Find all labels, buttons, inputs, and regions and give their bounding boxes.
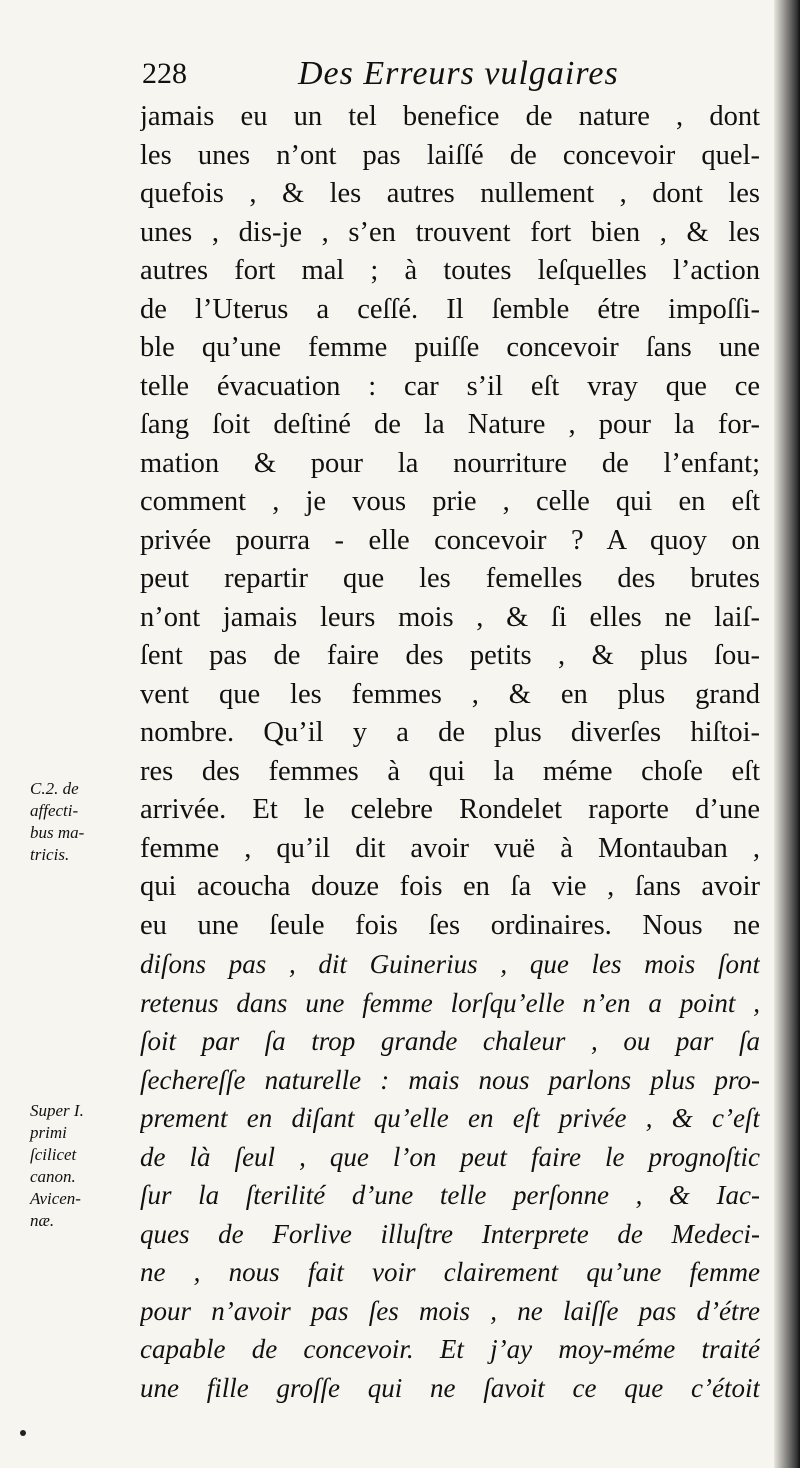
text-line: ſur la ſterilité d’une telle perſonne , & Iac- [140,1180,760,1210]
text-line: arrivée. Et le celebre Rondelet raporte d’une [140,794,760,825]
margin-note-line: canon. [30,1167,76,1186]
text-line: comment , je vous prie , celle qui en eſt [140,486,760,517]
text-line: ſent pas de faire des petits , & plus ſou- [140,640,760,671]
body-text [140,98,760,1407]
text-line: ble qu’une femme puiſſe concevoir ſans une [140,332,760,363]
text-line: qui acoucha douze fois en ſa vie , ſans avoir [140,871,760,902]
text-line: de l’Uterus a ceſſé. Il ſemble étre impoſſi- [140,293,760,325]
margin-note-line: affecti- [30,801,79,820]
text-line: peut repartir que les femelles des brutes [140,563,760,594]
margin-note-line: tricis. [30,845,70,864]
text-line: res des femmes à qui la méme choſe eſt [140,755,760,787]
text-line: ne , nous fait voir clairement qu’une femme [140,1257,760,1287]
text-line: femme , qu’il dit avoir vuë à Montauban , [140,832,760,864]
margin-note-line: primi [30,1123,67,1142]
text-line: capable de concevoir. Et j’ay moy-méme traité [140,1334,760,1364]
margin-note-line: Avicen- [30,1189,81,1208]
margin-note-line: ſcilicet [30,1145,77,1164]
ink-speck [20,1430,26,1436]
text-line: nombre. Qu’il y a de plus diverſes hiſtoi- [140,717,760,748]
text-line: jamais eu un tel benefice de nature , dont [140,101,760,132]
text-line: telle évacuation : car s’il eſt vray que ce [140,370,760,402]
page-edge-shadow [774,0,800,1468]
page-number: 228 [142,57,187,90]
text-line: mation & pour la nourriture de l’enfant; [140,447,760,479]
text-line: diſons pas , dit Guinerius , que les mois ſont [140,949,760,979]
text-line: ques de Forlive illuſtre Interprete de Medeci- [140,1218,760,1249]
text-line: ſechereſſe naturelle : mais nous parlons plus pro- [140,1064,760,1095]
text-line: privée pourra - elle concevoir ? A quoy on [140,524,760,556]
text-line: vent que les femmes , & en plus grand [140,678,760,710]
text-line: n’ont jamais leurs mois , & ſi elles ne laiſ- [140,601,760,633]
text-line: une fille groſſe qui ne ſavoit ce que c’étoit [140,1372,760,1403]
margin-note-line: Super I. [30,1101,84,1120]
margin-note-line: næ. [30,1211,55,1230]
text-line: unes , dis-je , s’en trouvent fort bien , & les [140,216,760,248]
text-line: pour n’avoir pas ſes mois , ne laiſſe pas d’étre [140,1295,760,1326]
text-line: ſang ſoit deſtiné de la Nature , pour la for- [140,409,760,440]
margin-note-1 [30,778,130,866]
page-header [140,52,760,96]
text-line: eu une ſeule fois ſes ordinaires. Nous ne [140,909,760,941]
text-line: prement en diſant qu’elle en eſt privée , & c’eſt [140,1103,760,1133]
text-line: les unes n’ont pas laiſſé de concevoir quel- [140,139,760,171]
margin-note-line: C.2. de [30,779,79,798]
margin-note-line: bus ma- [30,823,85,842]
text-line: ſoit par ſa trop grande chaleur , ou par ſa [140,1026,760,1056]
text-line: retenus dans une femme lorſqu’elle n’en a point , [140,987,760,1018]
text-line: quefois , & les autres nullement , dont les [140,178,760,209]
text-line: autres fort mal ; à toutes leſquelles l’action [140,255,760,286]
running-title: Des Erreurs vulgaires [298,55,619,92]
text-line: de là ſeul , que l’on peut faire le prognoſtic [140,1141,760,1172]
margin-note-2 [30,1100,130,1232]
